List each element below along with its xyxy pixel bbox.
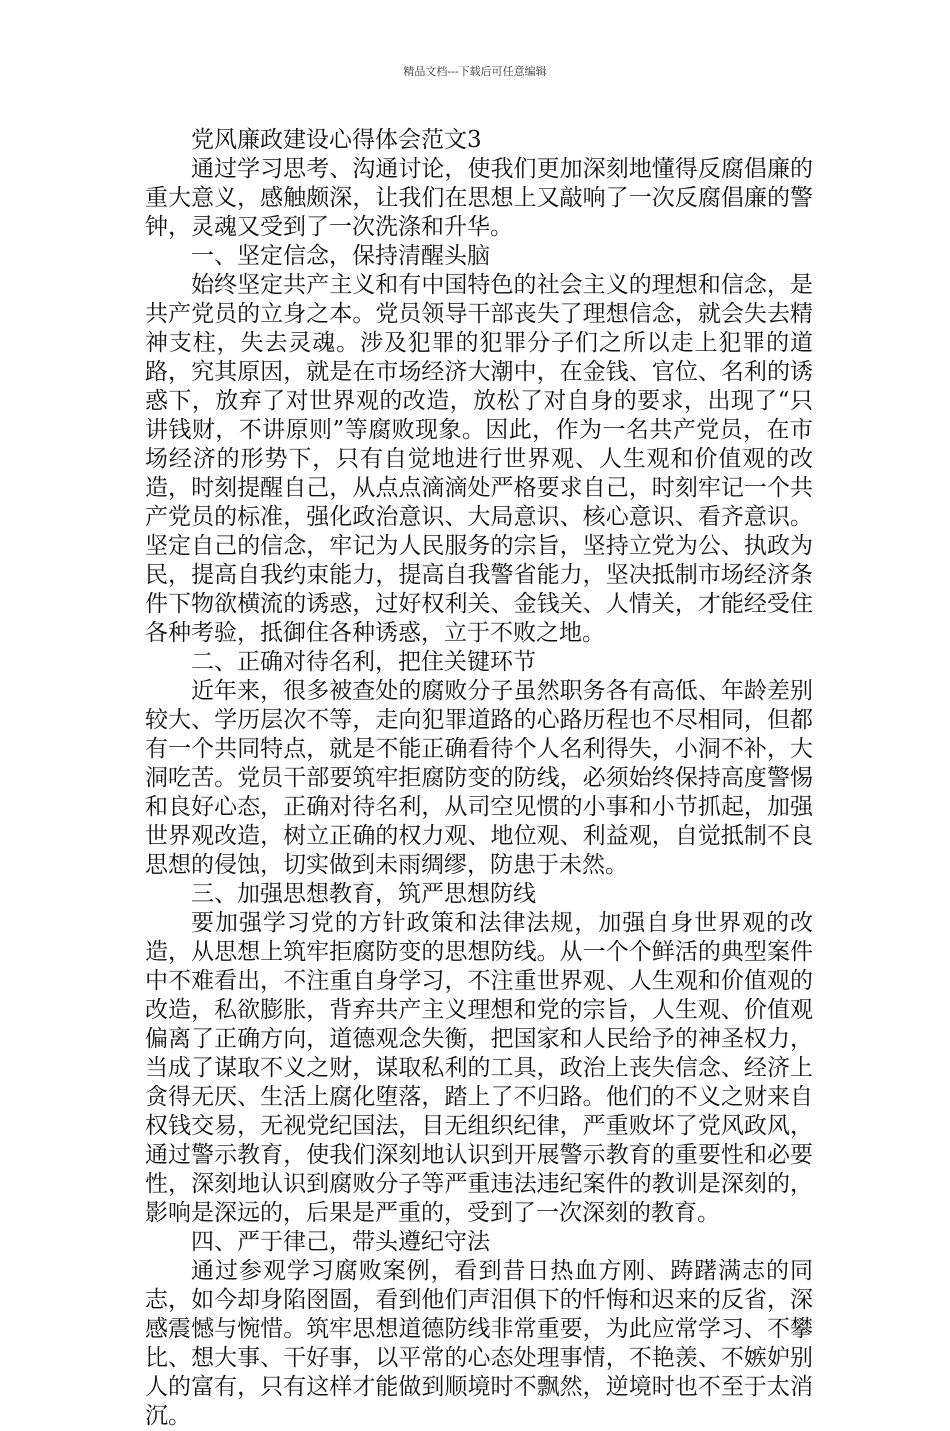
section-heading-4: 四、严于律己，带头遵纪守法 [191,1229,490,1255]
section-heading-1: 一、坚定信念，保持清醒头脑 [191,243,490,269]
section-paragraph-4: 通过参观学习腐败案例，看到昔日热血方刚、踌躇满志的同志，如今却身陷囹圄，看到他们声泪俱下的忏悔和迟来的反省，深感震憾与惋惜。筑牢思想道德防线非常重要，为此应常学习、不攀比、想大事、干好事，以平常的心态处理事情，不艳羡、不嫉妒别人的富有，只有这样才能做到顺境时不飘然，逆境时也不至于太消沉。 [145,1258,813,1429]
section-paragraph-2: 近年来，很多被查处的腐败分子虽然职务各有高低、年龄差别较大、学历层次不等，走向犯罪道路的心路历程也不尽相同，但都有一个共同特点，就是不能正确看待个人名利得失，小洞不补，大洞吃苦。党员干部要筑牢拒腐防变的防线，必须始终保持高度警惕和良好心态，正确对待名利，从司空见惯的小事和小节抓起，加强世界观改造，树立正确的权力观、地位观、利益观，自觉抵制不良思想的侵蚀，切实做到未雨绸缪，防患于未然。 [145,678,813,878]
document-body [145,126,813,1431]
section-paragraph-3: 要加强学习党的方针政策和法律法规，加强自身世界观的改造，从思想上筑牢拒腐防变的思想防线。从一个个鲜活的典型案件中不难看出，不注重自身学习，不注重世界观、人生观和价值观的改造，私欲膨胀，背弃共产主义理想和党的宗旨，人生观、价值观偏离了正确方向，道德观念失衡，把国家和人民给予的神圣权力，当成了谋取不义之财，谋取私利的工具，政治上丧失信念、经济上贪得无厌、生活上腐化堕落，踏上了不归路。他们的不义之财来自权钱交易，无视党纪国法，目无组织纪律，严重败坏了党风政风，通过警示教育，使我们深刻地认识到开展警示教育的重要性和必要性，深刻地认识到腐败分子等严重违法违纪案件的教训是深刻的，影响是深远的，后果是严重的，受到了一次深刻的教育。 [145,910,813,1226]
section-paragraph-1: 始终坚定共产主义和有中国特色的社会主义的理想和信念，是共产党员的立身之本。党员领导干部丧失了理想信念，就会失去精神支柱，失去灵魂。涉及犯罪的犯罪分子们之所以走上犯罪的道路，究其原因，就是在市场经济大潮中，在金钱、官位、名利的诱惑下，放弃了对世界观的改造，放松了对自身的要求，出现了“只讲钱财，不讲原则”等腐败现象。因此，作为一名共产党员，在市场经济的形势下，只有自觉地进行世界观、人生观和价值观的改造，时刻提醒自己，从点点滴滴处严格要求自己，时刻牢记一个共产党员的标准，强化政治意识、大局意识、核心意识、看齐意识。坚定自己的信念，牢记为人民服务的宗旨，坚持立党为公、执政为民，提高自我约束能力，提高自我警省能力，坚决抵制市场经济条件下物欲横流的诱惑，过好权利关、金钱关、人情关，才能经受住各种考验，抵御住各种诱惑，立于不败之地。 [145,272,813,646]
section-heading-3: 三、加强思想教育，筑严思想防线 [191,881,536,907]
page-header: 精品文档---下载后可任意编辑 [403,65,547,78]
document-title: 党风廉政建设心得体会范文3 [191,127,482,153]
section-heading-2: 二、正确对待名利，把住关键环节 [191,649,536,675]
intro-paragraph: 通过学习思考、沟通讨论，使我们更加深刻地懂得反腐倡廉的重大意义，感触颇深，让我们在思想上又敲响了一次反腐倡廉的警钟，灵魂又受到了一次洗涤和升华。 [145,156,813,240]
